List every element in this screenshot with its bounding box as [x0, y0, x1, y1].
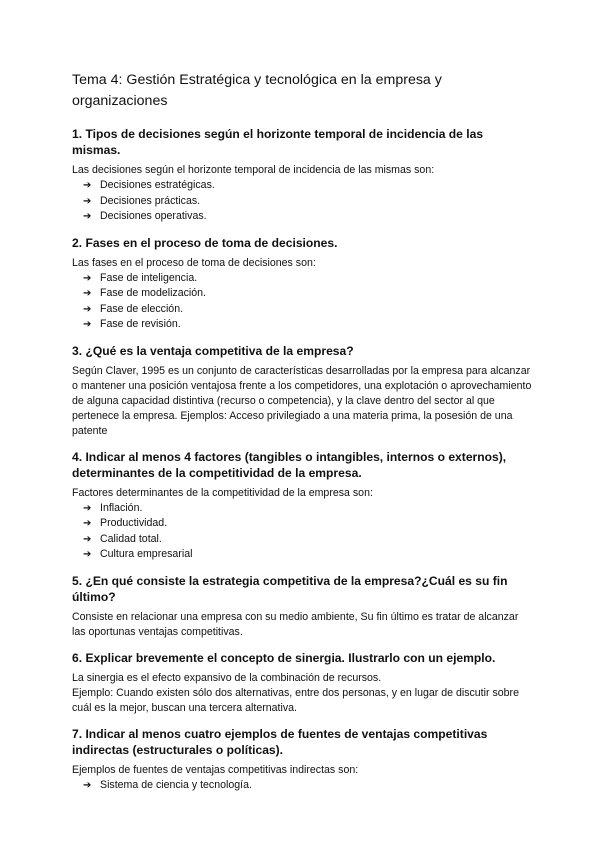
list-item-text: Decisiones prácticas. — [100, 194, 201, 207]
section-6 — [72, 650, 532, 716]
list-item-text: Decisiones estratégicas. — [100, 179, 215, 191]
list-item-text: Fase de elección. — [100, 302, 184, 315]
section-question: 1. Tipos de decisiones según el horizonte temporal de incidencia de las mismas. — [72, 127, 484, 157]
list-item — [83, 178, 532, 194]
list-item-text: Calidad total. — [100, 532, 162, 545]
section-3 — [72, 343, 532, 439]
arrow-bullet-icon: ➔ — [83, 319, 92, 330]
arrow-bullet-icon: ➔ — [83, 779, 92, 791]
list-item-text: Decisiones operativas. — [100, 210, 207, 222]
section-question: 5. ¿En qué consiste la estrategia competitiva de la empresa?¿Cuál es su fin último? — [72, 573, 508, 604]
arrow-bullet-icon: ➔ — [83, 272, 92, 284]
section-question: 7. Indicar al menos cuatro ejemplos de fuentes de ventajas competitivas indirectas (estructurales o políticas). — [72, 726, 488, 757]
section-paragraph: Las fases en el proceso de toma de decisiones son: — [72, 256, 316, 269]
list-item-text: Fase de revisión. — [100, 318, 181, 330]
section-paragraph: Ejemplos de fuentes de ventajas competitivas indirectas son: — [72, 763, 359, 776]
section-question: 3. ¿Qué es la ventaja competitiva de la empresa? — [72, 343, 354, 358]
list-item-text: Sistema de ciencia y tecnología. — [100, 778, 252, 791]
section-5 — [72, 573, 532, 640]
list-item — [83, 194, 532, 210]
list-item-text: Fase de inteligencia. — [100, 271, 198, 284]
document-title: Tema 4: Gestión Estratégica y tecnológica en la empresa y organizaciones — [72, 72, 442, 109]
section-paragraph: Según Claver, 1995 es un conjunto de características desarrolladas por la empresa para alcanzar o mantener una posición ventajosa frente a los competidores, una explotación o aprovechamiento de alguna capacidad distintiva (recurso o competencia), y la clave dentro del sector al que pertenece la empresa. Ejemplos: Acceso privilegiado a una materia prima, la posesión de una patente — [72, 364, 532, 437]
section-7 — [72, 726, 532, 794]
list-item-text: Productividad. — [100, 517, 168, 529]
arrow-bullet-icon: ➔ — [83, 211, 92, 222]
document-page — [72, 70, 532, 803]
section-paragraph: La sinergia es el efecto expansivo de la combinación de recursos. — [72, 671, 382, 684]
section-question: 4. Indicar al menos 4 factores (tangibles o intangibles, internos o externos), determinantes de la competitividad de la empresa. — [72, 449, 507, 480]
section-paragraph: Factores determinantes de la competitividad de la empresa son: — [72, 486, 373, 499]
arrow-bullet-icon: ➔ — [83, 195, 92, 207]
section-2 — [72, 235, 532, 333]
list-item — [83, 271, 532, 287]
arrow-bullet-icon: ➔ — [83, 288, 92, 299]
list-item — [83, 501, 532, 517]
list-item — [83, 286, 532, 302]
list-item — [83, 532, 532, 548]
list-item-text: Inflación. — [100, 501, 143, 514]
section-paragraph: Las decisiones según el horizonte temporal de incidencia de las mismas son: — [72, 164, 435, 176]
list-item — [83, 516, 532, 532]
section-paragraph: Consiste en relacionar una empresa con su medio ambiente, Su fin último es tratar de alcanzar las oportunas ventajas competitivas. — [72, 610, 519, 638]
list-item — [83, 547, 532, 563]
bullet-list — [72, 271, 532, 333]
section-1 — [72, 126, 532, 225]
arrow-bullet-icon: ➔ — [83, 502, 92, 514]
bullet-list — [72, 501, 532, 563]
list-item — [83, 209, 532, 225]
list-item — [83, 778, 532, 794]
list-item-text: Fase de modelización. — [100, 287, 206, 299]
list-item-text: Cultura empresarial — [100, 548, 193, 560]
arrow-bullet-icon: ➔ — [83, 549, 92, 560]
section-4 — [72, 449, 532, 563]
arrow-bullet-icon: ➔ — [83, 533, 92, 545]
list-item — [83, 302, 532, 318]
section-paragraph: Ejemplo: Cuando existen sólo dos alternativas, entre dos personas, y en lugar de discutir sobre cuál es la mejor, buscan una tercera alternativa. — [72, 686, 519, 714]
bullet-list — [72, 778, 532, 794]
arrow-bullet-icon: ➔ — [83, 180, 92, 191]
list-item — [83, 317, 532, 333]
bullet-list — [72, 178, 532, 225]
arrow-bullet-icon: ➔ — [83, 303, 92, 315]
arrow-bullet-icon: ➔ — [83, 518, 92, 529]
section-question: 6. Explicar brevemente el concepto de sinergia. Ilustrarlo con un ejemplo. — [72, 650, 496, 665]
sections-container — [72, 126, 532, 793]
section-question: 2. Fases en el proceso de toma de decisiones. — [72, 235, 338, 250]
